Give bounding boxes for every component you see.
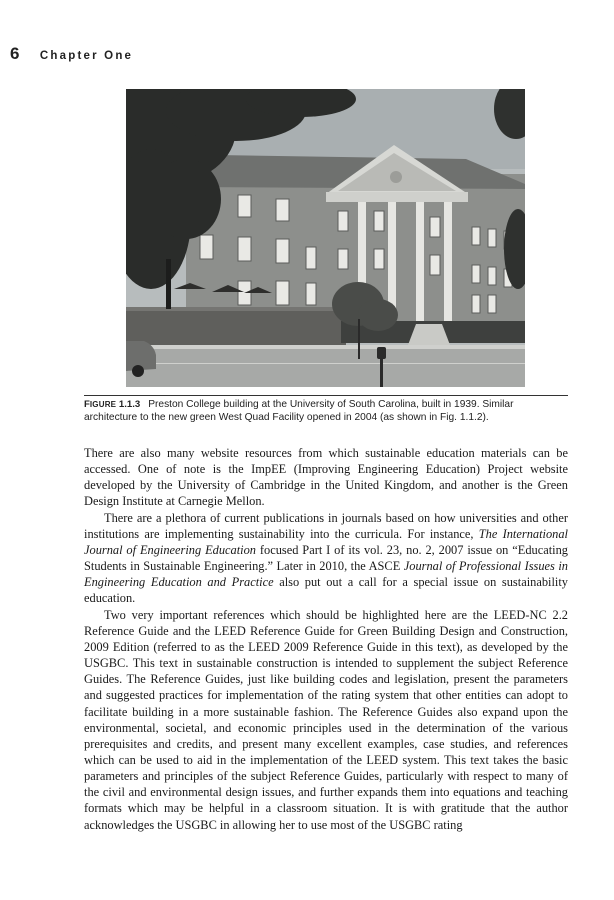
- caption-rule: [84, 395, 568, 396]
- figure-label: FIGURE 1.1.3: [84, 399, 141, 410]
- paragraph-3: Two very important references which should be highlighted here are the LEED-NC 2.2 Reference Guide and the LEED Reference Guide for Green Building Design and Construction, 2009 Edition (referred to as the LEED 2009 Reference Guide in this text), as developed by the USGBC. This text in sustainable construction is intended to supplement the subject Reference Guides. The Reference Guides, just like building codes and legislation, present the parameters and suggested practices for implementation of the rating system that other entities can adopt to facilitate building in a more sustainable fashion. The Reference Guides also expand upon the environmental, societal, and economic principles used in the determination of the various prerequisites and credits, and present many excellent examples, case studies, and references which can be used to aid in the implementation of the LEED system. This text takes the basic parameters and principles of the subject Reference Guides, particularly with respect to many of the civil and environmental design issues, and further expands them into equations and teaching formats which may be helpful in a classroom situation. It is with gratitude that the author acknowledges the USGBC in allowing her to use most of the USGBC rating: [84, 607, 568, 832]
- paragraph-2: There are a plethora of current publications in journals based on how universities and other institutions are implementing sustainability into the curricula. For instance, The International Journal of Engineering Education focused Part I of its vol. 23, no. 2, 2007 issue on “Educating Students in Sustainable Engineering.” Later in 2010, the ASCE Journal of Professional Issues in Engineering Education and Practice also put out a call for a special issue on sustainability education.: [84, 510, 569, 606]
- parking-meter: [380, 357, 383, 387]
- pediment-window: [390, 171, 402, 183]
- paragraph-1: There are also many website resources from which sustainable education materials can be accessed. One of note is the ImpEE (Improving Engineering Education) Project website developed by the University of Cambridge in the United Kingdom, and another is the Green Design Institute at Carnegie Mellon.: [84, 446, 568, 509]
- body-text: [84, 445, 568, 833]
- page-number: 6: [10, 44, 20, 63]
- entablature: [326, 192, 468, 202]
- street: [126, 347, 525, 387]
- journal-title-ijee: The International Journal of Engineering Education: [84, 526, 569, 557]
- figure-caption: [84, 398, 568, 424]
- journal-title-asce: Journal of Professional Issues in Engineering Education and Practice: [84, 559, 568, 590]
- running-header: [10, 44, 133, 64]
- sidewalk: [126, 345, 525, 349]
- brick-wall: [126, 309, 346, 347]
- building-photo: [126, 89, 525, 387]
- chapter-title: Chapter One: [39, 50, 134, 62]
- caption-text: Preston College building at the University of South Carolina, built in 1939. Similar architecture to the new green West Quad Facility opened in 2004 (as shown in Fig. 1.1.2).: [84, 399, 514, 423]
- figure-photo: [126, 89, 525, 387]
